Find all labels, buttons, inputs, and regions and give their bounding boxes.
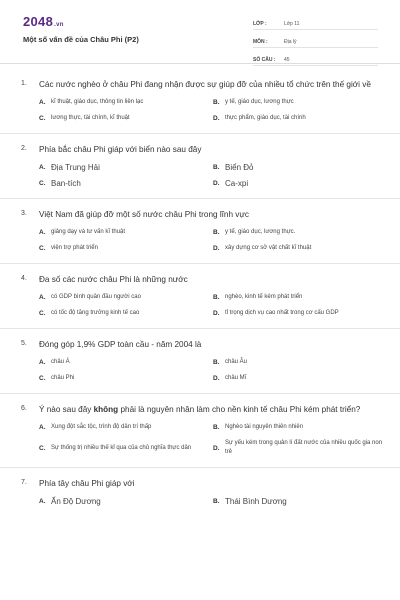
option-d[interactable]	[213, 114, 383, 123]
question-text-emphasis: không	[93, 405, 119, 414]
option-text: Biển Đỏ	[225, 163, 254, 172]
question-divider	[0, 133, 400, 134]
option-letter: C.	[39, 310, 46, 317]
question-number: 5.	[21, 340, 27, 347]
answer-options	[39, 293, 380, 318]
question-number: 6.	[21, 405, 27, 412]
question-number: 3.	[21, 210, 27, 217]
option-b[interactable]	[213, 163, 383, 172]
worksheet-meta	[253, 14, 378, 68]
question-text: Các nước nghèo ở châu Phi đang nhận được sự giúp đỡ của nhiều tổ chức trên thế giới về	[39, 80, 371, 89]
answer-options	[39, 423, 383, 457]
option-d[interactable]	[213, 439, 383, 457]
option-b[interactable]	[213, 98, 383, 107]
option-letter: B.	[213, 359, 220, 366]
option-text: châu Á	[51, 359, 70, 365]
option-a[interactable]	[39, 497, 213, 506]
option-letter: C.	[39, 444, 46, 452]
option-letter: B.	[213, 164, 220, 171]
meta-row-subject	[253, 32, 378, 48]
option-text: xây dựng cơ sở vật chất kĩ thuật	[225, 245, 312, 251]
option-a[interactable]	[39, 423, 213, 432]
option-letter: D.	[213, 310, 220, 317]
option-letter: B.	[213, 229, 220, 236]
question-2	[0, 144, 400, 188]
meta-value: 45	[284, 57, 290, 63]
question-number: 4.	[21, 275, 27, 282]
option-text: Xung đột sắc tộc, trình độ dân trí thấp	[51, 424, 152, 430]
question-text: Phía bắc châu Phi giáp với biển nào sau đây	[39, 145, 202, 154]
option-text: Ban-tích	[51, 179, 81, 188]
option-a[interactable]	[39, 163, 213, 172]
question-divider	[0, 467, 400, 468]
answer-options	[39, 358, 380, 383]
option-b[interactable]	[213, 497, 383, 506]
option-letter: B.	[213, 424, 220, 431]
question-text	[39, 404, 380, 416]
header-divider	[0, 63, 400, 64]
question-divider	[0, 198, 400, 199]
option-a[interactable]	[39, 228, 213, 237]
question-text: Việt Nam đã giúp đỡ một số nước châu Phi trong lĩnh vực	[39, 210, 249, 219]
option-text: giảng dạy và tư vấn kĩ thuật	[51, 229, 126, 235]
option-c[interactable]	[39, 179, 213, 188]
option-letter: A.	[39, 359, 46, 366]
option-text: viện trợ phát triển	[51, 245, 98, 251]
option-text: Sự yếu kém trong quản lí đất nước của nhiều quốc gia non trẻ	[225, 440, 383, 455]
option-text: Ca-xpi	[225, 179, 249, 188]
question-text: Đóng góp 1,9% GDP toàn cầu - năm 2004 là	[39, 340, 202, 349]
worksheet-title: Một số vấn đề của Châu Phi (P2)	[23, 35, 139, 44]
option-letter: A.	[39, 498, 46, 505]
question-5	[0, 339, 400, 383]
option-text: châu Âu	[225, 359, 248, 365]
option-letter: A.	[39, 294, 46, 301]
option-text: có GDP bình quân đầu người cao	[51, 294, 141, 300]
option-letter: D.	[213, 444, 220, 452]
option-text: lương thực, tài chính, kĩ thuật	[51, 115, 130, 121]
option-text: kĩ thuật, giáo dục, thông tin liên lạc	[51, 99, 144, 105]
meta-value: Địa lý	[284, 39, 297, 45]
option-letter: C.	[39, 115, 46, 122]
meta-label: LỚP :	[253, 21, 267, 27]
question-number: 7.	[21, 479, 27, 486]
option-a[interactable]	[39, 293, 213, 302]
option-letter: A.	[39, 164, 46, 171]
question-number: 2.	[21, 145, 27, 152]
answer-options	[39, 98, 380, 123]
question-4	[0, 274, 400, 318]
answer-options	[39, 228, 380, 253]
question-list	[0, 79, 400, 506]
option-d[interactable]	[213, 244, 383, 253]
option-letter: C.	[39, 375, 46, 382]
option-c[interactable]	[39, 309, 213, 318]
option-d[interactable]	[213, 309, 383, 318]
option-text: Nghèo tài nguyên thiên nhiên	[225, 424, 304, 430]
option-text: tỉ trọng dịch vụ cao nhất trong cơ cấu GDP	[225, 310, 339, 316]
option-d[interactable]	[213, 179, 383, 188]
answer-options	[39, 497, 380, 506]
option-letter: A.	[39, 99, 46, 106]
question-7	[0, 478, 400, 506]
option-d[interactable]	[213, 374, 383, 383]
logo-text: 2048	[23, 14, 54, 29]
option-text: Ấn Độ Dương	[51, 497, 101, 506]
question-divider	[0, 393, 400, 394]
option-letter: A.	[39, 424, 46, 431]
option-letter: D.	[213, 375, 220, 382]
option-text: y tế, giáo dục, lương thực	[225, 99, 294, 105]
option-c[interactable]	[39, 439, 213, 457]
question-text: Đa số các nước châu Phi là những nước	[39, 275, 188, 284]
option-text: có tốc độ tăng trưởng kinh tế cao	[51, 310, 140, 316]
question-text-end: phải là nguyên nhân làm cho nền kinh tế châu Phi kém phát triển?	[118, 405, 361, 414]
answer-options	[39, 163, 380, 188]
meta-label: SỐ CÂU :	[253, 57, 276, 63]
option-b[interactable]	[213, 293, 383, 302]
question-divider	[0, 328, 400, 329]
question-text: Phía tây châu Phi giáp với	[39, 479, 135, 488]
meta-value: Lớp 11	[284, 21, 300, 27]
option-text: châu Phi	[51, 375, 75, 381]
option-letter: D.	[213, 245, 220, 252]
question-1	[0, 79, 400, 123]
question-6	[0, 404, 400, 457]
option-letter: C.	[39, 180, 46, 187]
question-divider	[0, 263, 400, 264]
option-letter: B.	[213, 294, 220, 301]
option-b[interactable]	[213, 228, 383, 237]
option-letter: B.	[213, 99, 220, 106]
meta-row-class	[253, 14, 378, 30]
option-letter: D.	[213, 180, 220, 187]
logo-suffix: .vn	[54, 22, 64, 28]
option-text: Sự thống trị nhiều thế kỉ qua của chủ nghĩa thực dân	[51, 444, 192, 451]
option-b[interactable]	[213, 423, 383, 432]
option-a[interactable]	[39, 98, 213, 107]
option-letter: B.	[213, 498, 220, 505]
option-letter: C.	[39, 245, 46, 252]
option-c[interactable]	[39, 374, 213, 383]
option-letter: A.	[39, 229, 46, 236]
option-text: thực phẩm, giáo dục, tài chính	[225, 115, 306, 121]
option-c[interactable]	[39, 114, 213, 123]
option-text: Thái Bình Dương	[225, 497, 287, 506]
question-3	[0, 209, 400, 253]
question-text-start: Ý nào sau đây	[39, 405, 94, 414]
site-logo[interactable]	[23, 14, 64, 29]
option-a[interactable]	[39, 358, 213, 367]
option-text: nghèo, kinh tế kém phát triển	[225, 294, 303, 300]
option-text: châu Mĩ	[225, 375, 247, 381]
option-c[interactable]	[39, 244, 213, 253]
option-text: y tế, giáo dục, lương thực.	[225, 229, 296, 235]
option-text: Địa Trung Hải	[51, 163, 100, 172]
meta-label: MÔN :	[253, 39, 268, 45]
option-letter: D.	[213, 115, 220, 122]
option-b[interactable]	[213, 358, 383, 367]
worksheet-header	[0, 0, 400, 63]
question-number: 1.	[21, 80, 27, 87]
